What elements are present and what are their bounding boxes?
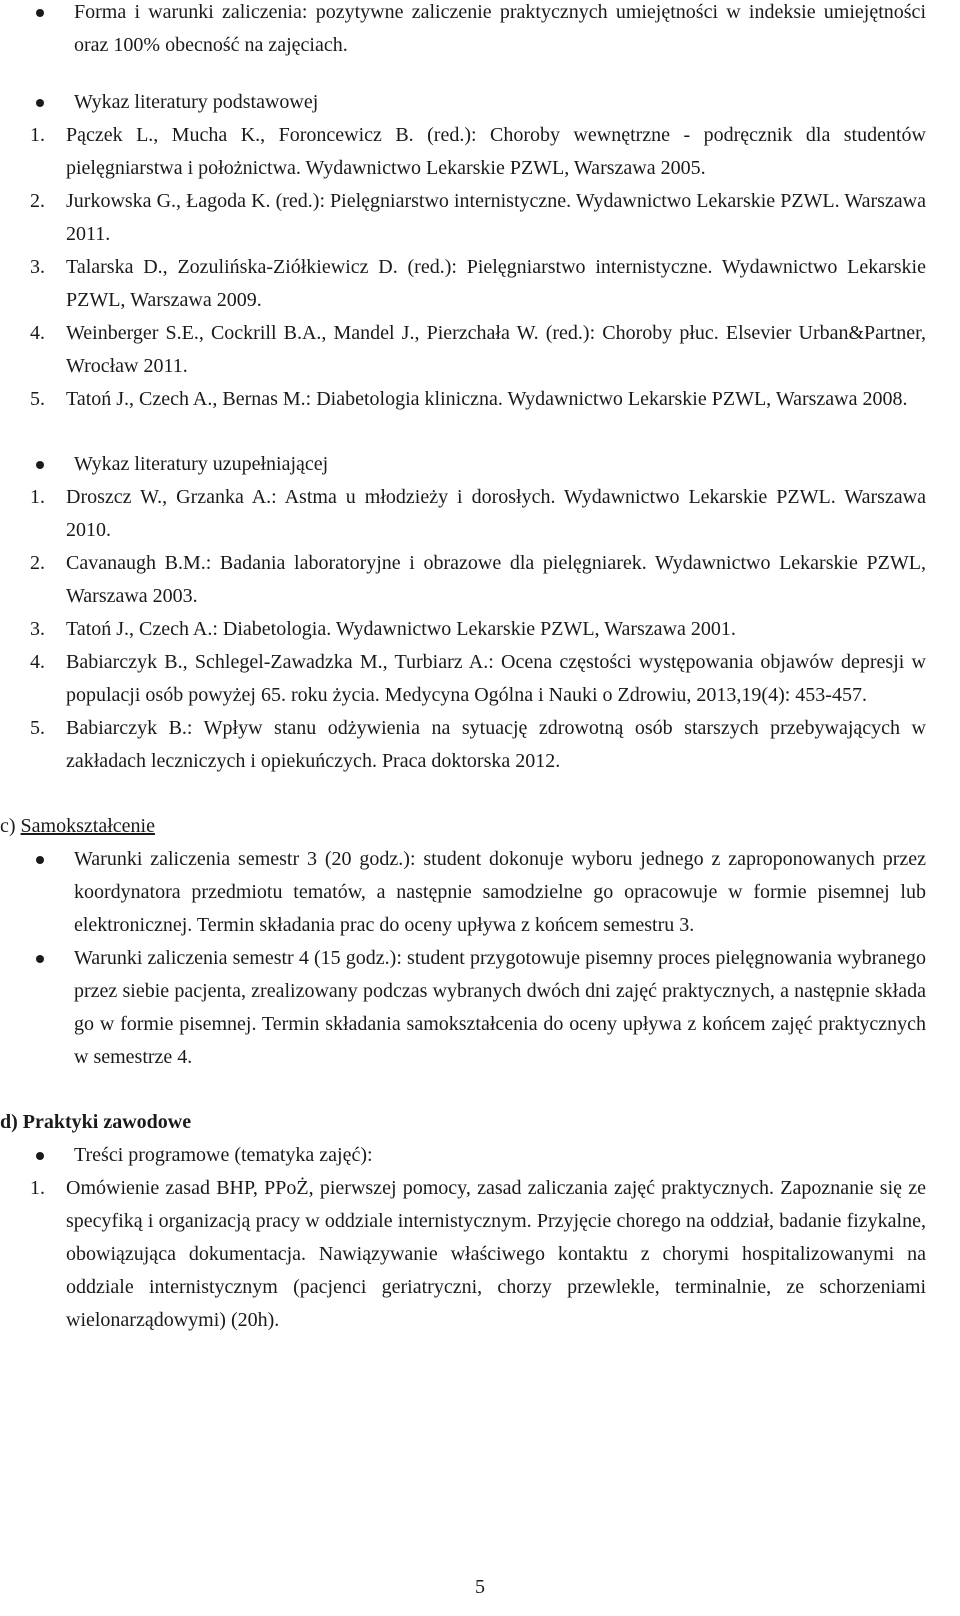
- list-item: 2. Jurkowska G., Łagoda K. (red.): Pielęgniarstwo internistyczne. Wydawnictwo Lekarskie PZWL. Warszawa 2011.: [30, 190, 926, 245]
- basic-literature-list: [30, 119, 926, 416]
- list-item: 5. Babiarczyk B.: Wpływ stanu odżywienia na sytuację zdrowotną osób starszych przebywających w zakładach leczniczych i opiekuńczych. Praca doktorska 2012.: [30, 717, 926, 772]
- list-item: 5. Tatoń J., Czech A., Bernas M.: Diabetologia kliniczna. Wydawnictwo Lekarskie PZWL, Warszawa 2008.: [30, 388, 908, 410]
- requirements-bullet: Forma i warunki zaliczenia: pozytywne zaliczenie praktycznych umiejętności w indeksie umiejętności oraz 100% obecność na zajęciach.: [30, 0, 926, 62]
- self-study-bullet-semester-4: Warunki zaliczenia semestr 4 (15 godz.): student przygotowuje pisemny proces pielęgnowania wybranego przez siebie pacjenta, zrealizowany podczas wybranych dwóch dni zajęć praktycznych, a następnie składa go w formie pisemnej. Termin składania samokształcenia do oceny upływa z końcem zajęć praktycznych w semestrze 4.: [30, 942, 926, 1074]
- practice-topics-list: [30, 1172, 926, 1337]
- list-item: 4. Babiarczyk B., Schlegel-Zawadzka M., Turbiarz A.: Ocena częstości występowania objawów depresji w populacji osób powyżej 65. roku życia. Medycyna Ogólna i Nauki o Zdrowiu, 2013,19(4): 453-457.: [30, 651, 926, 706]
- self-study-bullet-semester-3: Warunki zaliczenia semestr 3 (20 godz.): student dokonuje wyboru jednego z zaproponowanych przez koordynatora przedmiotu tematów, a następnie samodzielne go opracowuje w formie pisemnej lub elektronicznej. Termin składania prac do oceny upływa z końcem semestru 3.: [30, 843, 926, 942]
- section-c-title: Samokształcenie: [20, 815, 155, 837]
- list-item: 1. Pączek L., Mucha K., Foroncewicz B. (red.): Choroby wewnętrzne - podręcznik dla studentów pielęgniarstwa i położnictwa. Wydawnictwo Lekarskie PZWL, Warszawa 2005.: [30, 124, 926, 179]
- list-item: 3. Talarska D., Zozulińska-Ziółkiewicz D. (red.): Pielęgniarstwo internistyczne. Wydawnictwo Lekarskie PZWL, Warszawa 2009.: [30, 256, 926, 311]
- list-item: 2. Cavanaugh B.M.: Badania laboratoryjne i obrazowe dla pielęgniarek. Wydawnictwo Lekarskie PZWL, Warszawa 2003.: [30, 552, 926, 607]
- supplementary-literature-heading: Wykaz literatury uzupełniającej: [30, 448, 926, 481]
- basic-literature-heading: Wykaz literatury podstawowej: [30, 86, 926, 119]
- list-item: 1. Omówienie zasad BHP, PPoŻ, pierwszej pomocy, zasad zaliczania zajęć praktycznych. Zapoznanie się ze specyfiką i organizacją pracy w oddziale internistycznym. Przyjęcie chorego na oddział, badanie fizykalne, obowiązująca dokumentacja. Nawiązywanie właściwego kontaktu z chorymi hospitalizowanymi na oddziale internistycznym (pacjenci geriatryczni, chorzy przewlekle, terminalnie, ze schorzeniami wielonarządowymi) (20h).: [30, 1177, 926, 1331]
- section-d-heading: d) Praktyki zawodowe: [0, 1111, 192, 1133]
- program-content-bullet: Treści programowe (tematyka zajęć):: [30, 1139, 926, 1172]
- list-item: 1. Droszcz W., Grzanka A.: Astma u młodzieży i dorosłych. Wydawnictwo Lekarskie PZWL. Warszawa 2010.: [30, 486, 926, 541]
- section-c-heading: c) Samokształcenie: [0, 815, 155, 837]
- supplementary-literature-list: [30, 481, 926, 778]
- list-item: 4. Weinberger S.E., Cockrill B.A., Mandel J., Pierzchała W. (red.): Choroby płuc. Elsevier Urban&Partner, Wrocław 2011.: [30, 322, 926, 377]
- list-item: 3. Tatoń J., Czech A.: Diabetologia. Wydawnictwo Lekarskie PZWL, Warszawa 2001.: [30, 618, 736, 640]
- page-number: 5: [475, 1576, 485, 1598]
